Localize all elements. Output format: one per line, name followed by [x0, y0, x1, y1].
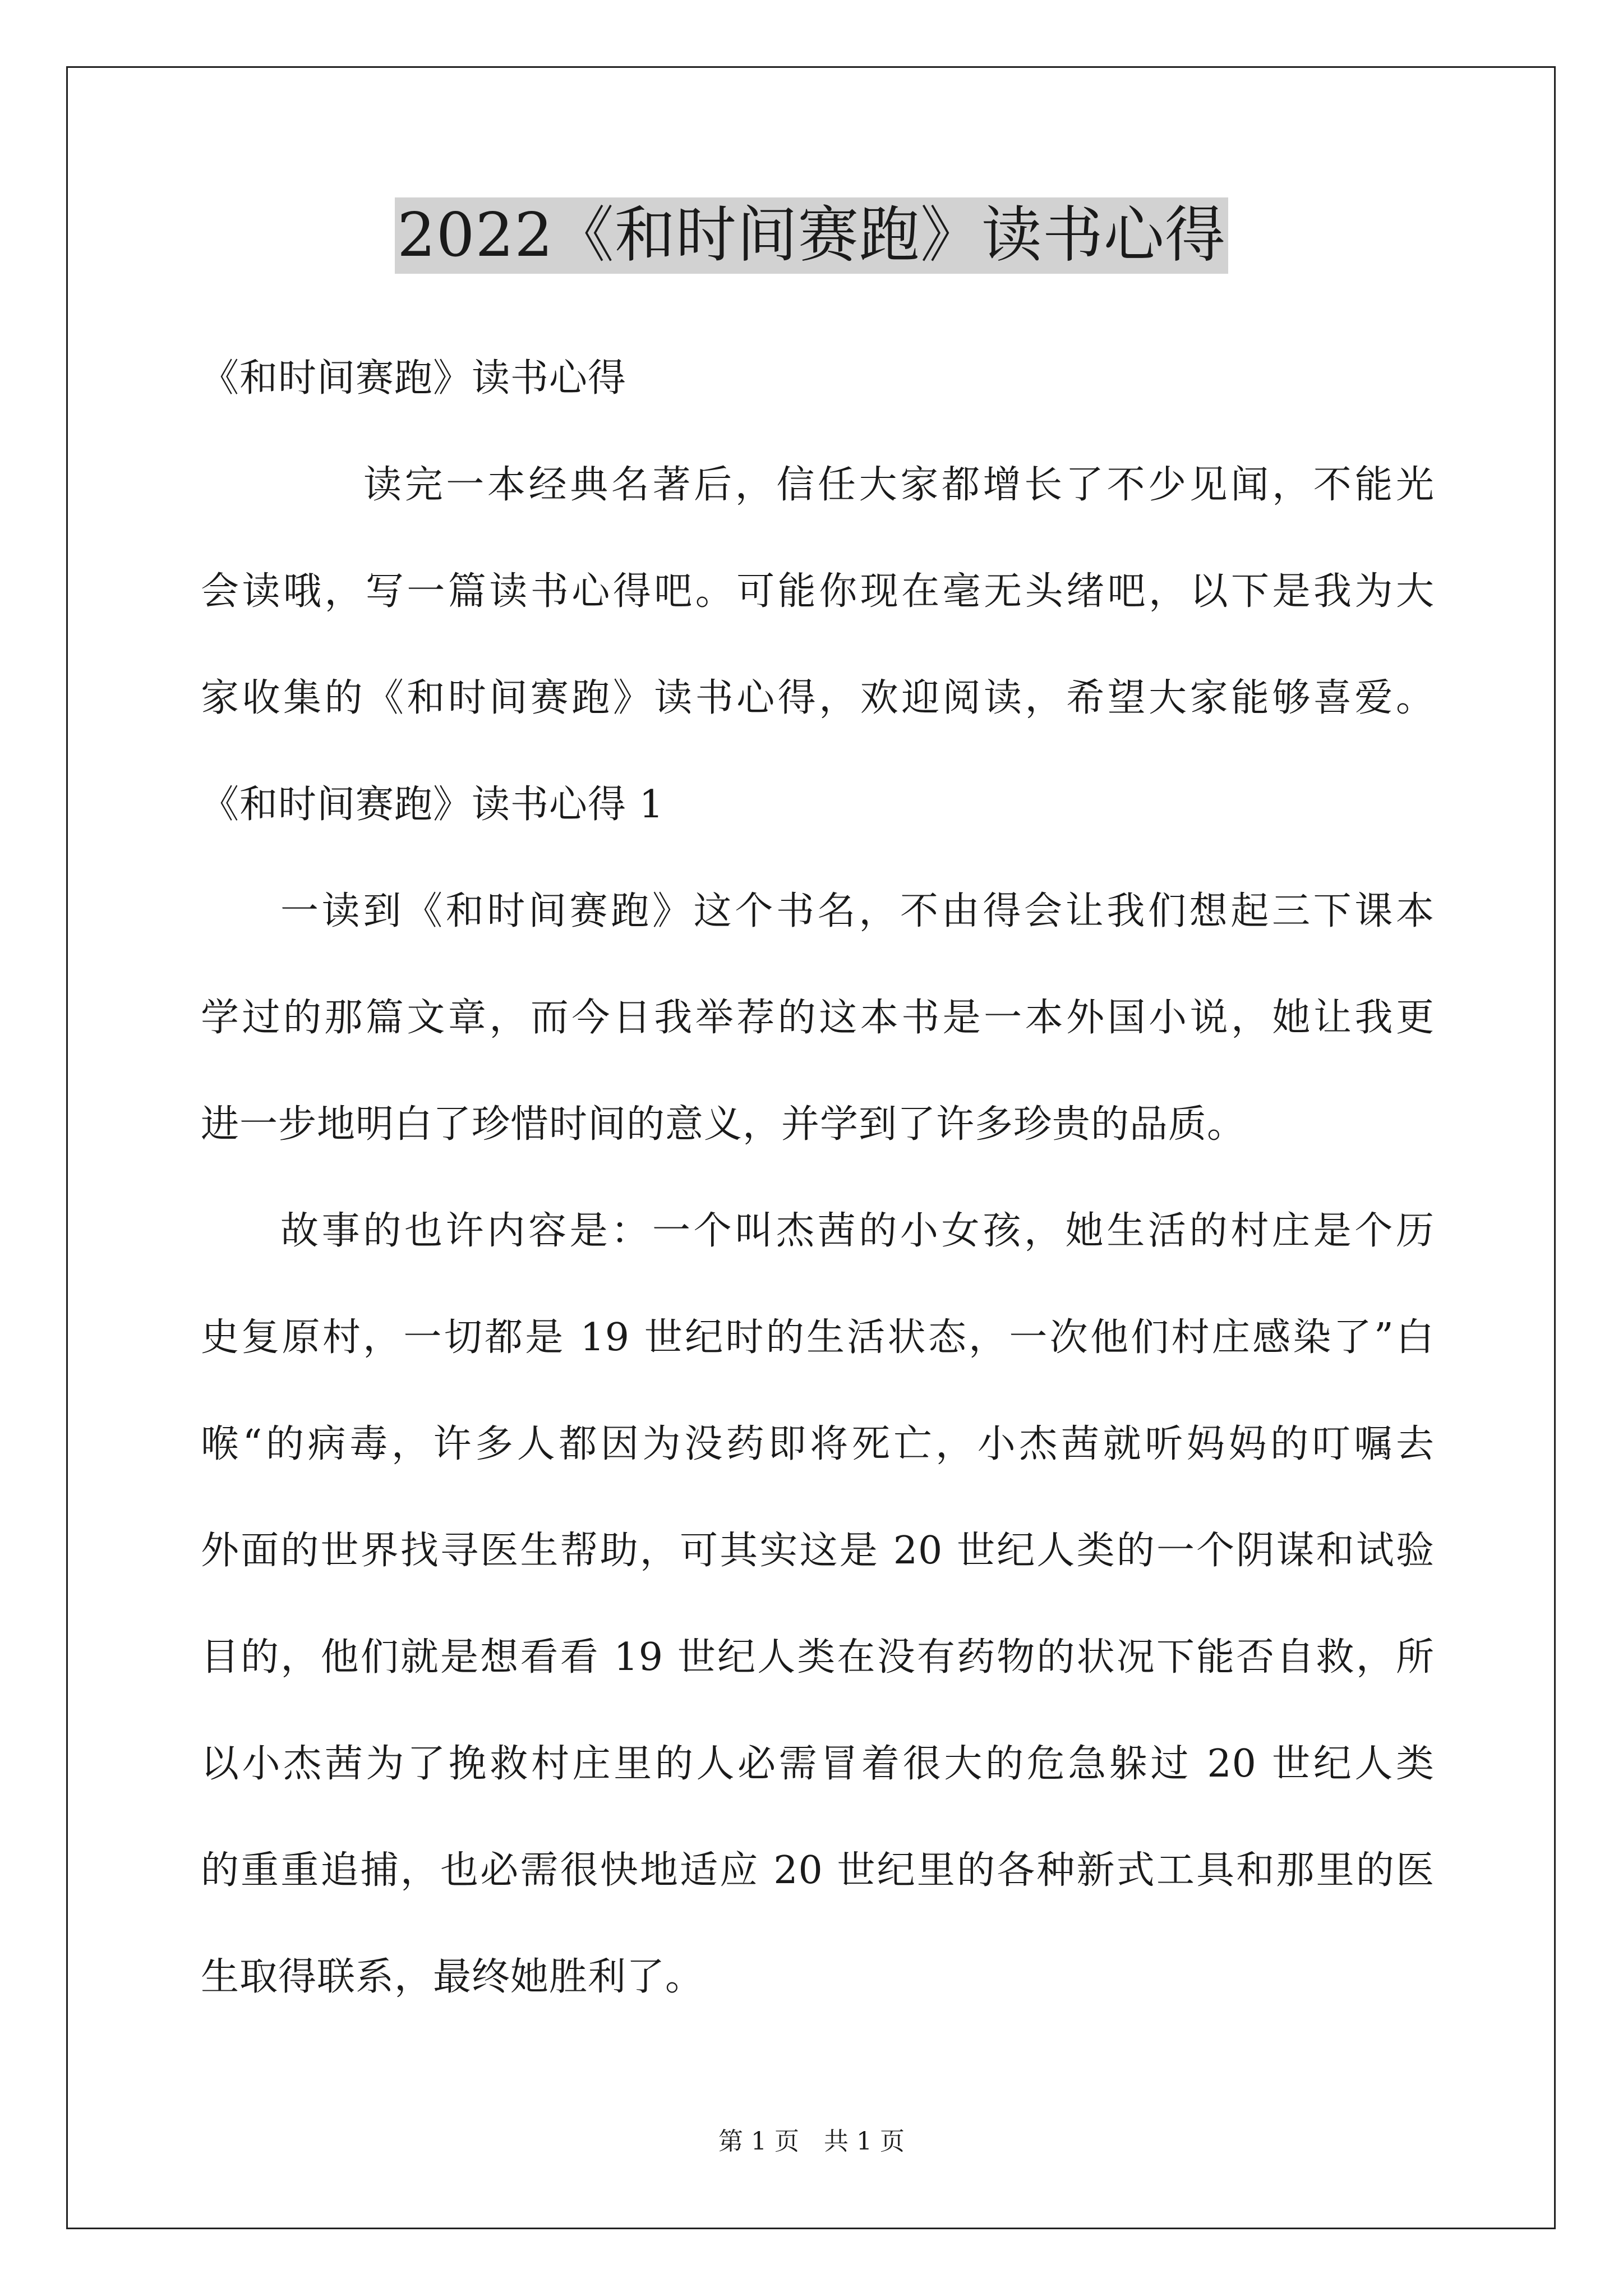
- page-footer: 第 1 页 共 1 页: [718, 2127, 905, 2156]
- paragraph-line: 故事的也许内容是：一个叫杰茜的小女孩，她生活的村庄是个历: [280, 1209, 1435, 1253]
- paragraph-line: 生取得联系，最终她胜利了。: [201, 1955, 704, 1999]
- subtitle-line: 《和时间赛跑》读书心得: [201, 356, 627, 401]
- paragraph-line: 学过的那篇文章，而今日我举荐的这本书是一本外国小说，她让我更: [201, 996, 1435, 1040]
- paragraph-line: 的重重追捕，也必需很快地适应 20 世纪里的各种新式工具和那里的医: [201, 1848, 1435, 1893]
- paragraph-line: 以小杰茜为了挽救村庄里的人必需冒着很大的危急躲过 20 世纪人类: [201, 1742, 1435, 1786]
- paragraph-line: 史复原村，一切都是 19 世纪时的生活状态，一次他们村庄感染了”白: [201, 1315, 1435, 1360]
- paragraph-line: 目的，他们就是想看看 19 世纪人类在没有药物的状况下能否自救，所: [201, 1635, 1435, 1680]
- paragraph-line: 一读到《和时间赛跑》这个书名，不由得会让我们想起三下课本: [280, 889, 1435, 933]
- paragraph-line: 外面的世界找寻医生帮助，可其实这是 20 世纪人类的一个阴谋和试验: [201, 1529, 1435, 1573]
- section-heading: 《和时间赛跑》读书心得 1: [201, 783, 664, 827]
- paragraph-line: 进一步地明白了珍惜时间的意义，并学到了许多珍贵的品质。: [201, 1102, 1246, 1147]
- paragraph-line: 家收集的《和时间赛跑》读书心得，欢迎阅读，希望大家能够喜爱。: [201, 676, 1435, 720]
- paragraph-line: 会读哦，写一篇读书心得吧。可能你现在毫无头绪吧，以下是我为大: [201, 569, 1435, 614]
- paragraph-line: 喉“的病毒，许多人都因为没药即将死亡，小杰茜就听妈妈的叮嘱去: [201, 1422, 1435, 1466]
- document-title: 2022《和时间赛跑》读书心得: [395, 197, 1228, 274]
- title-container: [0, 197, 1623, 274]
- paragraph-line: 读完一本经典名著后，信任大家都增长了不少见闻，不能光: [363, 463, 1435, 507]
